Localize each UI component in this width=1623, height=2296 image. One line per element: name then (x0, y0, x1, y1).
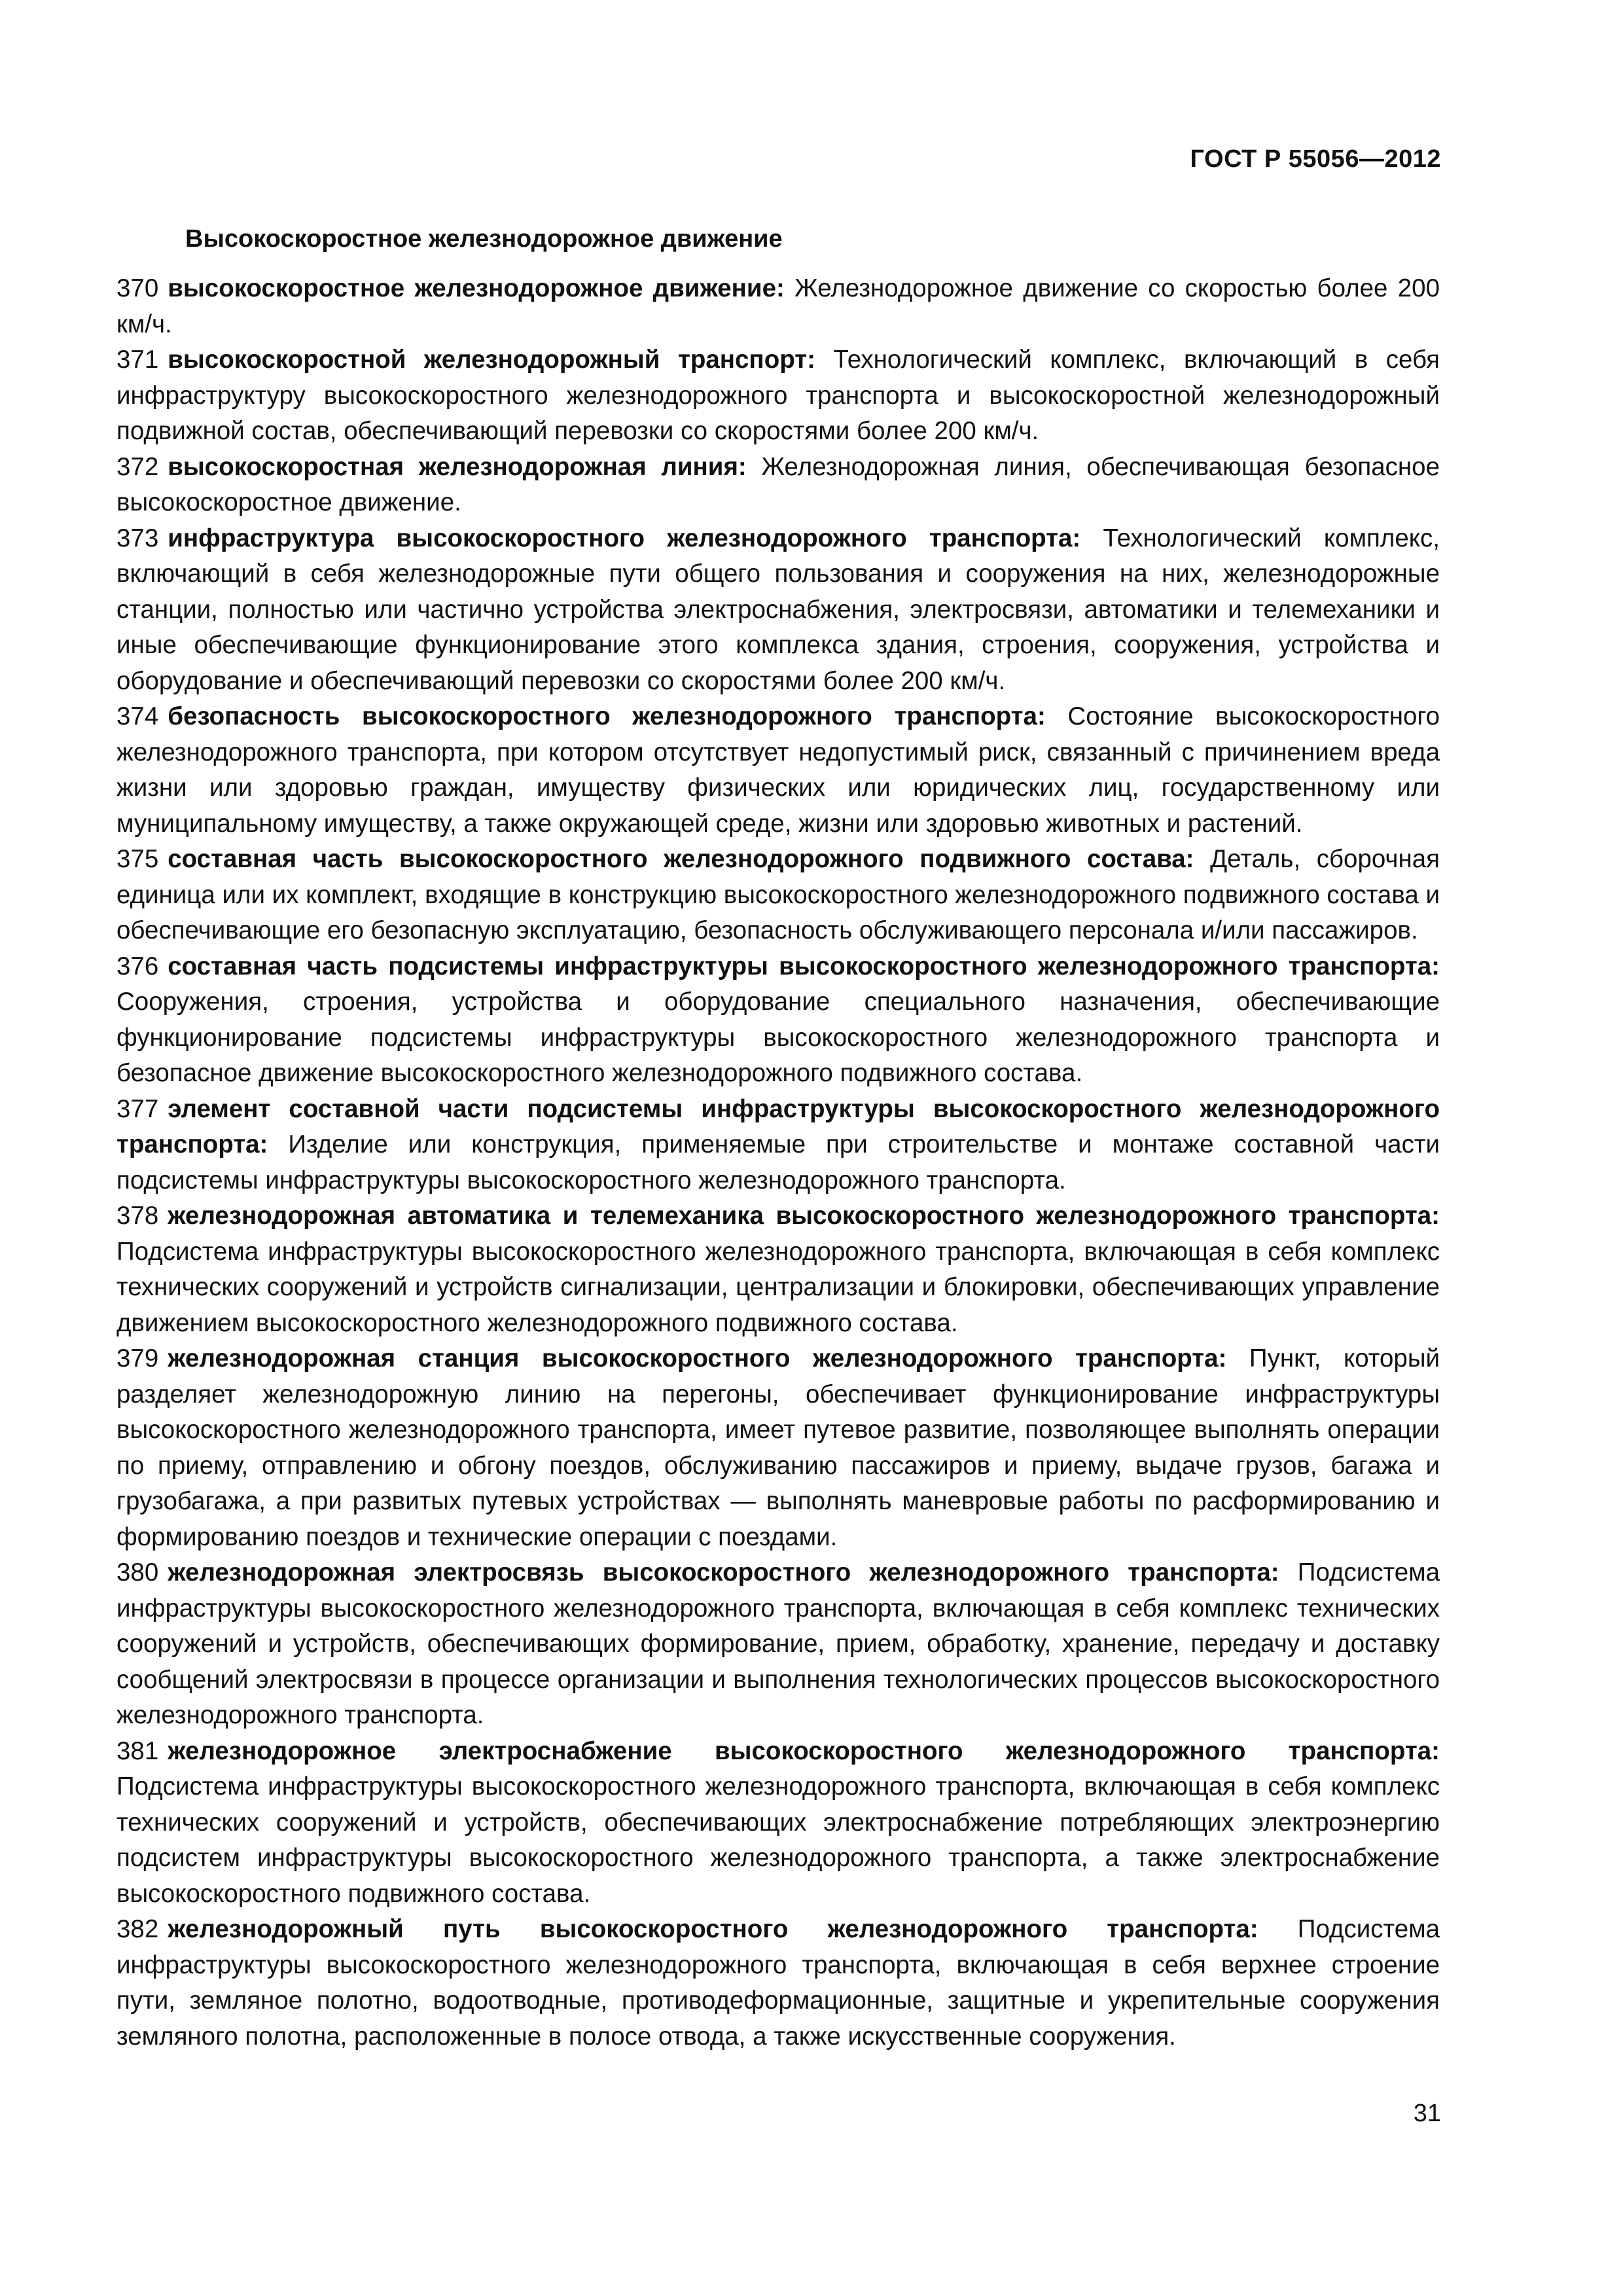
term-number: 371 (116, 346, 159, 374)
term-number: 373 (116, 524, 159, 552)
term-name: высокоскоростная железнодорожная линия: (168, 452, 747, 481)
term-definition: Деталь, сборочная единица или их комплект, входящие в конструкцию высокоскоростного железнодорожного подвижного состава и обеспечивающие его безопасную эксплуатацию, безопасность обслуживающего персонала и/или пассажиров. (116, 845, 1440, 944)
term-entry (116, 699, 1440, 842)
term-definition: Изделие или конструкция, применяемые при строительстве и монтаже составной части подсистемы инфраструктуры высокоскоростного железнодорожного транспорта. (116, 1130, 1440, 1194)
term-definition: Состояние высокоскоростного железнодорожного транспорта, при котором отсутствует недопустимый риск, связанный с причинением вреда жизни или здоровью граждан, имуществу физических или юридических лиц, государственному или муниципальному имуществу, а также окружающей среде, жизни или здоровью животных и растений. (116, 702, 1440, 838)
section-title: Высокоскоростное железнодорожное движение (185, 225, 783, 253)
term-entry (116, 271, 1440, 342)
term-number: 381 (116, 1736, 159, 1765)
page-number: 31 (1413, 2100, 1441, 2127)
standard-designation: ГОСТ Р 55056—2012 (1190, 145, 1441, 173)
term-number: 374 (116, 702, 159, 730)
term-name: инфраструктура высокоскоростного железнодорожного транспорта: (168, 524, 1081, 552)
term-name: высокоскоростное железнодорожное движение: (168, 274, 785, 302)
term-definition: Сооружения, строения, устройства и оборудование специального назначения, обеспечивающие функционирование подсистемы инфраструктуры высокоскоростного железнодорожного транспорта и безопасное движение высокоскоростного железнодорожного подвижного состава. (116, 988, 1440, 1087)
term-number: 378 (116, 1202, 159, 1230)
term-number: 382 (116, 1915, 159, 1943)
term-name: железнодорожная станция высокоскоростного железнодорожного транспорта: (168, 1344, 1227, 1372)
term-definition: Технологический комплекс, включающий в себя инфраструктуру высокоскоростного железнодорожного транспорта и высокоскоростной железнодорожный подвижной состав, обеспечивающий перевозки со скоростями более 200 км/ч. (116, 346, 1440, 445)
term-name: железнодорожная электросвязь высокоскоростного железнодорожного транспорта: (168, 1558, 1279, 1587)
term-name: составная часть высокоскоростного железнодорожного подвижного состава: (168, 845, 1194, 873)
term-number: 372 (116, 452, 159, 481)
term-number: 379 (116, 1344, 159, 1372)
term-number: 370 (116, 274, 159, 302)
term-entry (116, 450, 1440, 521)
term-entry (116, 1341, 1440, 1555)
term-entry (116, 842, 1440, 949)
term-number: 377 (116, 1094, 159, 1123)
term-number: 376 (116, 952, 159, 980)
term-entry (116, 1555, 1440, 1734)
term-number: 380 (116, 1558, 159, 1587)
term-definition: Технологический комплекс, включающий в себя железнодорожные пути общего пользования и сооружения на них, железнодорожные станции, полностью или частично устройства электроснабжения, электросвязи, автоматики и телемеханики и иные обеспечивающие функционирование этого комплекса здания, строения, сооружения, устройства и оборудование и обеспечивающий перевозки со скоростями более 200 км/ч. (116, 524, 1440, 695)
term-entry (116, 1198, 1440, 1341)
term-definition: Железнодорожная линия, обеспечивающая безопасное высокоскоростное движение. (116, 452, 1440, 516)
term-definition: Подсистема инфраструктуры высокоскоростного железнодорожного транспорта, включающая в себя верхнее строение пути, земляное полотно, водоотводные, противодеформационные, защитные и укрепительные сооружения земляного полотна, расположенные в полосе отвода, а также искусственные сооружения. (116, 1915, 1440, 2051)
term-entry (116, 521, 1440, 700)
term-name: безопасность высокоскоростного железнодорожного транспорта: (168, 702, 1046, 730)
terms-list (116, 271, 1440, 2054)
term-name: железнодорожная автоматика и телемеханика высокоскоростного железнодорожного транспорта: (168, 1202, 1440, 1230)
term-entry (116, 1734, 1440, 1912)
term-entry (116, 1912, 1440, 2054)
term-definition: Подсистема инфраструктуры высокоскоростного железнодорожного транспорта, включающая в себя комплекс технических сооружений и устройств, обеспечивающих электроснабжение потребляющих электроэнергию подсистем инфраструктуры высокоскоростного железнодорожного транспорта, а также электроснабжение высокоскоростного подвижного состава. (116, 1772, 1440, 1908)
term-entry (116, 949, 1440, 1092)
term-entry (116, 342, 1440, 450)
term-definition: Пункт, который разделяет железнодорожную линию на перегоны, обеспечивает функционирование инфраструктуры высокоскоростного железнодорожного транспорта, имеет путевое развитие, позволяющее выполнять операции по приему, отправлению и обгону поездов, обслуживанию пассажиров и приему, выдаче грузов, багажа и грузобагажа, а при развитых путевых устройствах — выполнять маневровые работы по расформированию и формированию поездов и технические операции с поездами. (116, 1344, 1440, 1551)
term-name: элемент составной части подсистемы инфраструктуры высокоскоростного железнодорожного транспорта: (116, 1094, 1440, 1158)
term-name: высокоскоростной железнодорожный транспорт: (168, 346, 815, 374)
term-definition: Железнодорожное движение со скоростью более 200 км/ч. (116, 274, 1440, 338)
term-name: железнодорожный путь высокоскоростного железнодорожного транспорта: (168, 1915, 1258, 1943)
term-name: составная часть подсистемы инфраструктуры высокоскоростного железнодорожного транспорта: (168, 952, 1440, 980)
term-name: железнодорожное электроснабжение высокоскоростного железнодорожного транспорта: (168, 1736, 1440, 1765)
term-definition: Подсистема инфраструктуры высокоскоростного железнодорожного транспорта, включающая в себя комплекс технических сооружений и устройств сигнализации, централизации и блокировки, обеспечивающих управление движением высокоскоростного железнодорожного подвижного состава. (116, 1237, 1440, 1337)
term-entry (116, 1092, 1440, 1199)
term-number: 375 (116, 845, 159, 873)
term-definition: Подсистема инфраструктуры высокоскоростного железнодорожного транспорта, включающая в себя комплекс технических сооружений и устройств, обеспечивающих формирование, прием, обработку, хранение, передачу и доставку сообщений электросвязи в процессе организации и выполнения технологических процессов высокоскоростного железнодорожного транспорта. (116, 1558, 1440, 1729)
